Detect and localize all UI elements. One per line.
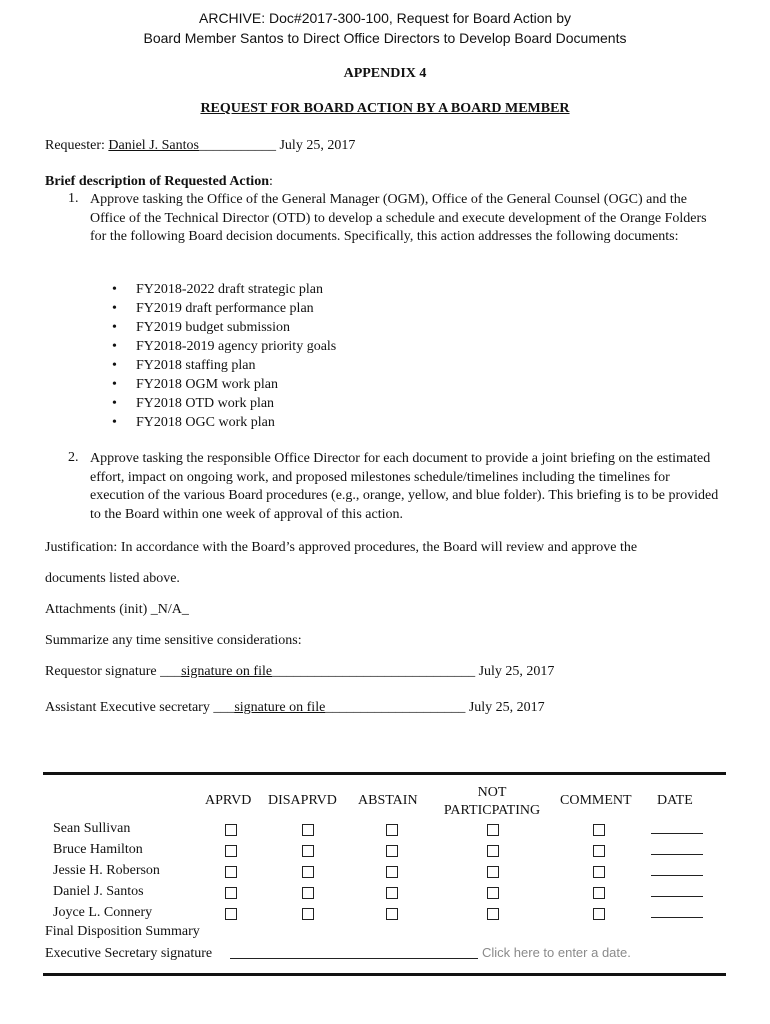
member-name: Joyce L. Connery — [53, 905, 153, 920]
list-item: • FY2019 budget submission — [90, 318, 336, 337]
member-name: Sean Sullivan — [53, 821, 131, 836]
requester-underscores: ___________ — [198, 138, 276, 153]
date-field[interactable] — [651, 875, 703, 876]
requestor-signature-label: Requestor signature ___ — [45, 664, 182, 679]
brief-label: Brief description of Requested Action — [45, 174, 269, 189]
assistant-signature-date: July 25, 2017 — [468, 700, 545, 715]
final-disposition-summary: Final Disposition Summary — [45, 924, 200, 939]
disaprvd-checkbox[interactable] — [302, 908, 314, 920]
list-item: • FY2018-2019 agency priority goals — [90, 337, 336, 356]
not-participating-checkbox[interactable] — [487, 866, 499, 878]
disaprvd-checkbox[interactable] — [302, 866, 314, 878]
requester-date: July 25, 2017 — [279, 138, 356, 153]
not-participating-checkbox[interactable] — [487, 887, 499, 899]
date-field[interactable] — [651, 917, 703, 918]
requestor-signature-field[interactable]: signature on file — [181, 664, 273, 679]
member-name: Daniel J. Santos — [53, 884, 144, 899]
disaprvd-checkbox[interactable] — [302, 824, 314, 836]
column-header-abstain: ABSTAIN — [358, 793, 418, 808]
column-header-not-participating: NOT PARTICPATING — [443, 785, 541, 818]
item-1-number: 1. — [68, 191, 79, 206]
column-header-disaprvd: DISAPRVD — [268, 793, 337, 808]
list-item: • FY2018 staffing plan — [90, 356, 336, 375]
time-sensitive-line: Summarize any time sensitive considerations: — [45, 633, 302, 648]
comment-checkbox[interactable] — [593, 824, 605, 836]
comment-checkbox[interactable] — [593, 908, 605, 920]
not-participating-checkbox[interactable] — [487, 845, 499, 857]
executive-secretary-signature-field[interactable] — [230, 958, 478, 959]
archive-line-2: Board Member Santos to Direct Office Directors to Develop Board Documents — [143, 30, 627, 46]
justification-line-2: documents listed above. — [45, 571, 180, 586]
abstain-checkbox[interactable] — [386, 845, 398, 857]
column-header-aprvd: APRVD — [205, 793, 252, 808]
disaprvd-checkbox[interactable] — [302, 887, 314, 899]
attachments-line: Attachments (init) _N/A_ — [45, 602, 189, 617]
list-item: • FY2018-2022 draft strategic plan — [90, 280, 336, 299]
abstain-checkbox[interactable] — [386, 908, 398, 920]
item-2-number: 2. — [68, 450, 79, 465]
abstain-checkbox[interactable] — [386, 887, 398, 899]
abstain-checkbox[interactable] — [386, 824, 398, 836]
brief-description-heading — [45, 174, 273, 190]
aprvd-checkbox[interactable] — [225, 824, 237, 836]
not-participating-checkbox[interactable] — [487, 908, 499, 920]
date-field[interactable] — [651, 896, 703, 897]
assistant-signature-underscores: ____________________ — [325, 700, 466, 715]
assistant-signature-label: Assistant Executive secretary ___ — [45, 700, 235, 715]
requestor-signature-date: July 25, 2017 — [478, 664, 555, 679]
list-item: • FY2018 OGM work plan — [90, 375, 336, 394]
requestor-signature-line — [45, 664, 554, 680]
list-item: • FY2018 OTD work plan — [90, 394, 336, 413]
member-name: Jessie H. Roberson — [53, 863, 160, 878]
document-list — [90, 280, 336, 432]
document-title: REQUEST FOR BOARD ACTION BY A BOARD MEMBER — [200, 101, 570, 116]
date-field[interactable] — [651, 833, 703, 834]
comment-checkbox[interactable] — [593, 866, 605, 878]
date-picker-field[interactable]: Click here to enter a date. — [482, 945, 631, 960]
assistant-signature-line — [45, 700, 545, 716]
aprvd-checkbox[interactable] — [225, 866, 237, 878]
requester-label: Requester: — [45, 138, 105, 153]
comment-checkbox[interactable] — [593, 887, 605, 899]
comment-checkbox[interactable] — [593, 845, 605, 857]
assistant-signature-field[interactable]: signature on file — [234, 700, 326, 715]
table-top-rule — [43, 772, 726, 775]
brief-colon: : — [268, 174, 273, 189]
justification-line-1: Justification: In accordance with the Board’s approved procedures, the Board will review and approve the — [45, 540, 638, 555]
item-1-text: Approve tasking the Office of the General Manager (OGM), Office of the General Counsel (OGC) and the Office of the Technical Director (OTD) to develop a schedule and execute development of the Orange Folders for the following Board decision documents. Specifically, this action addresses the following documents: — [90, 192, 707, 244]
appendix-heading: APPENDIX 4 — [343, 66, 427, 81]
aprvd-checkbox[interactable] — [225, 908, 237, 920]
abstain-checkbox[interactable] — [386, 866, 398, 878]
archive-line-1: ARCHIVE: Doc#2017-300-100, Request for Board Action by — [199, 10, 571, 26]
executive-secretary-signature-label: Executive Secretary signature — [45, 946, 213, 961]
list-item: • FY2019 draft performance plan — [90, 299, 336, 318]
requester-name[interactable]: Daniel J. Santos — [108, 138, 199, 153]
disaprvd-checkbox[interactable] — [302, 845, 314, 857]
not-participating-checkbox[interactable] — [487, 824, 499, 836]
table-bottom-rule — [43, 973, 726, 976]
requestor-signature-underscores: _____________________________ — [272, 664, 476, 679]
member-name: Bruce Hamilton — [53, 842, 143, 857]
item-2-text: Approve tasking the responsible Office Director for each document to provide a joint briefing on the estimated effort, impact on ongoing work, and proposed milestones schedule/timelines including the timelines for execution of the various Board procedures (e.g., orange, yellow, and blue folder). This briefing is to be provided to the Board within one week of approval of this action. — [90, 451, 719, 522]
aprvd-checkbox[interactable] — [225, 887, 237, 899]
column-header-date: DATE — [657, 793, 693, 808]
aprvd-checkbox[interactable] — [225, 845, 237, 857]
requester-line — [45, 138, 355, 154]
column-header-comment: COMMENT — [560, 793, 632, 808]
list-item: • FY2018 OGC work plan — [90, 413, 336, 432]
date-field[interactable] — [651, 854, 703, 855]
